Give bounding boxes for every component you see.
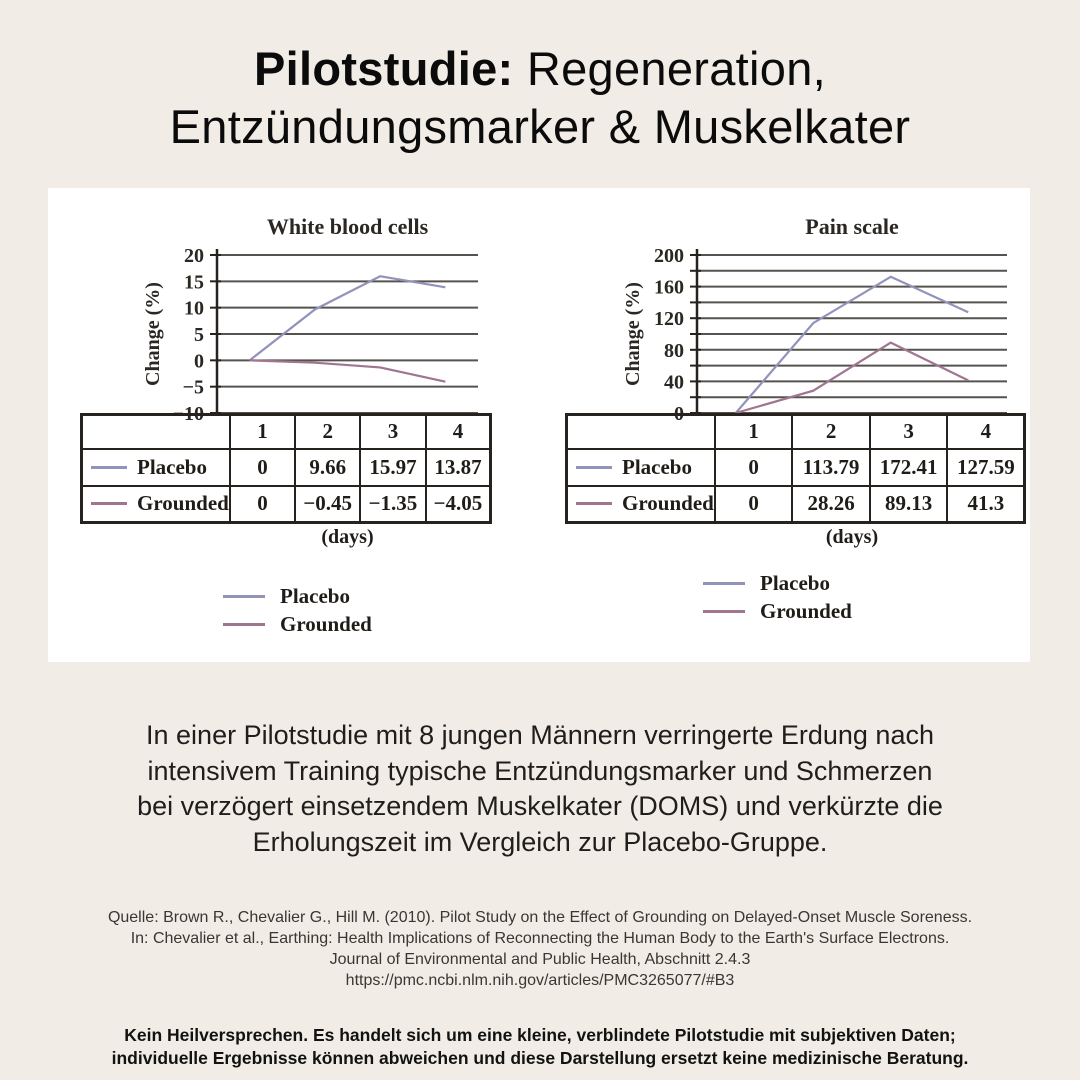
summary-text: [0, 718, 1080, 860]
series-name: Grounded: [622, 491, 714, 516]
y-axis-label: Change (%): [142, 282, 164, 386]
value-cell: 41.3: [947, 486, 1025, 523]
citation-url: https://pmc.ncbi.nlm.nih.gov/articles/PMC3265077/#B3: [345, 972, 735, 989]
day-header-cell: 4: [947, 415, 1025, 449]
day-header-cell: 1: [715, 415, 793, 449]
legend-swatch: [703, 582, 745, 585]
series-line-grounded: [736, 343, 969, 413]
series-swatch: [91, 466, 127, 469]
series-label-cell: [567, 449, 715, 486]
value-cell: −1.35: [360, 486, 425, 523]
value-cell: −0.45: [295, 486, 360, 523]
series-line-placebo: [250, 276, 446, 360]
table-row: [567, 486, 1025, 523]
y-tick-label: 5: [194, 324, 204, 346]
y-tick-label: 15: [184, 271, 204, 294]
y-tick-label: 0: [674, 403, 684, 425]
table-row: [82, 449, 491, 486]
disclaimer-text: [0, 1024, 1080, 1071]
legend: [223, 584, 372, 637]
title-line1-rest: Regeneration,: [513, 42, 826, 95]
value-cell: 0: [715, 486, 793, 523]
series-swatch: [576, 466, 612, 469]
series-label-cell: [82, 486, 230, 523]
y-tick-label: 0: [194, 350, 204, 373]
legend-swatch: [223, 623, 265, 626]
summary-line: intensivem Training typische Entzündungsmarker und Schmerzen: [147, 755, 933, 786]
table-spacer-cell: [82, 415, 230, 449]
legend-label: Placebo: [280, 584, 350, 608]
series-name: Grounded: [137, 491, 229, 516]
x-axis-caption: (days): [321, 526, 374, 548]
series-swatch: [91, 502, 127, 505]
title-emphasis: Pilotstudie:: [253, 42, 514, 95]
day-header-cell: 1: [230, 415, 295, 449]
value-cell: 172.41: [870, 449, 948, 486]
disclaimer-line: Kein Heilversprechen. Es handelt sich um eine kleine, verblindete Pilotstudie mit subjektiven Daten;: [124, 1024, 956, 1045]
value-cell: 15.97: [360, 449, 425, 486]
summary-line: bei verzögert einsetzendem Muskelkater (DOMS) und verkürzte die: [137, 791, 943, 821]
summary-line: In einer Pilotstudie mit 8 jungen Männern verringerte Erdung nach: [146, 720, 934, 750]
value-cell: 0: [715, 449, 793, 486]
series-swatch: [576, 502, 612, 505]
series-label-cell: [567, 486, 715, 523]
day-header-cell: 4: [426, 415, 491, 449]
legend-item-grounded: [223, 612, 372, 637]
legend-item-placebo: [703, 571, 852, 596]
table-spacer-cell: [567, 415, 715, 449]
value-cell: 0: [230, 449, 295, 486]
value-cell: 13.87: [426, 449, 491, 486]
source-citation: [0, 907, 1080, 991]
y-tick-label: −5: [182, 376, 204, 399]
y-tick-label: 120: [654, 308, 684, 331]
disclaimer-line: individuelle Ergebnisse können abweichen und diese Darstellung ersetzt keine medizinische Beratung.: [111, 1048, 969, 1068]
title-line1: [0, 40, 1080, 98]
citation-line: Quelle: Brown R., Chevalier G., Hill M. (2010). Pilot Study on the Effect of Grounding on Delayed-Onset Muscle Soreness.: [107, 909, 973, 926]
day-header-cell: 2: [295, 415, 360, 449]
chart-title: White blood cells: [266, 214, 429, 239]
value-cell: −4.05: [426, 486, 491, 523]
series-label-cell: [82, 449, 230, 486]
legend-label: Placebo: [760, 571, 830, 595]
y-tick-label: 20: [184, 245, 204, 267]
legend-swatch: [223, 595, 265, 598]
table-row: [82, 486, 491, 523]
citation-line: In: Chevalier et al., Earthing: Health Implications of Reconnecting the Human Body to the Earth's Surface Electrons.: [130, 930, 950, 947]
day-header-cell: 2: [792, 415, 870, 449]
value-cell: 28.26: [792, 486, 870, 523]
y-tick-label: 160: [654, 276, 684, 299]
day-header-cell: 3: [360, 415, 425, 449]
day-header-cell: 3: [870, 415, 948, 449]
figure-white-blood-cells: [48, 188, 538, 662]
series-name: Placebo: [137, 454, 207, 479]
series-line-grounded: [250, 360, 446, 381]
value-cell: 127.59: [947, 449, 1025, 486]
value-cell: 89.13: [870, 486, 948, 523]
legend-label: Grounded: [760, 599, 852, 623]
figures-panel: [48, 188, 1030, 662]
chart-title: Pain scale: [805, 214, 899, 239]
series-name: Placebo: [622, 454, 692, 479]
table-row: [567, 449, 1025, 486]
series-line-placebo: [736, 277, 969, 413]
page-title: [0, 40, 1080, 156]
value-cell: 0: [230, 486, 295, 523]
y-tick-label: 10: [184, 297, 204, 320]
x-axis-caption: (days): [825, 526, 879, 548]
summary-line: Erholungszeit im Vergleich zur Placebo-Gruppe.: [252, 826, 828, 857]
y-tick-label: 40: [664, 371, 684, 394]
data-table: [80, 413, 492, 524]
legend-swatch: [703, 610, 745, 613]
y-axis-label: Change (%): [622, 282, 644, 386]
figure-pain-scale: [538, 188, 1030, 662]
legend-item-grounded: [703, 599, 852, 624]
data-table: [565, 413, 1026, 524]
value-cell: 9.66: [295, 449, 360, 486]
citation-line: Journal of Environmental and Public Health, Abschnitt 2.4.3: [329, 951, 751, 968]
value-cell: 113.79: [792, 449, 870, 486]
title-line2: Entzündungsmarker & Muskelkater: [169, 100, 911, 153]
legend: [703, 571, 852, 624]
y-tick-label: 200: [654, 245, 684, 267]
y-tick-label: 80: [664, 339, 684, 362]
legend-label: Grounded: [280, 612, 372, 636]
y-tick-label: −10: [172, 403, 204, 425]
legend-item-placebo: [223, 584, 372, 609]
